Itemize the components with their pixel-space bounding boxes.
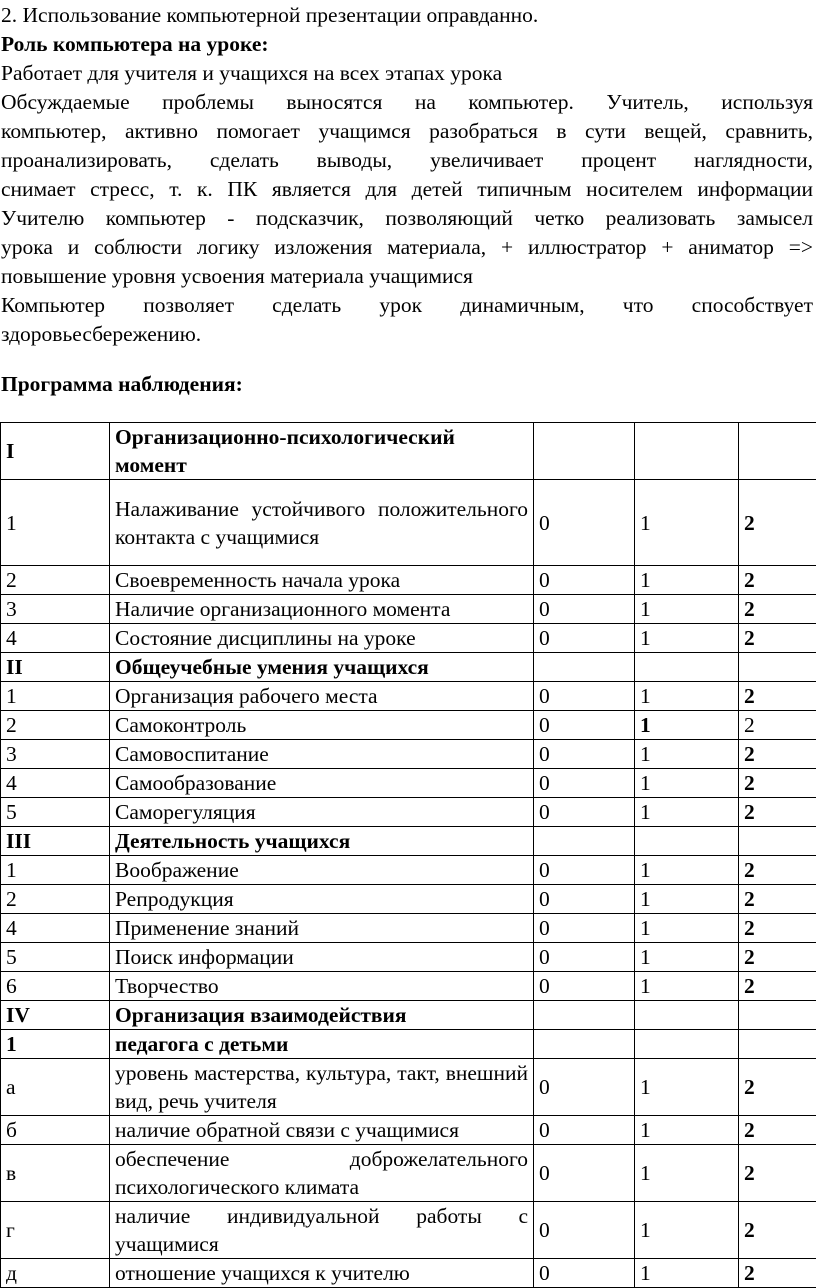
score-0-cell: 0: [534, 1259, 635, 1288]
point-2-line: 2. Использование компьютерной презентации оправданно.: [1, 3, 539, 27]
score-1-cell: 1: [635, 595, 739, 624]
score-0-cell: 0: [534, 769, 635, 798]
score-0-cell: 0: [534, 798, 635, 827]
table-section-row: [1, 1001, 816, 1030]
table-row: [1, 682, 816, 711]
score-1-cell: 1: [635, 566, 739, 595]
table-row: [1, 885, 816, 914]
score-0-cell: 0: [534, 624, 635, 653]
score-2-cell: 2: [739, 972, 816, 1001]
criterion-cell: Поиск информации: [110, 943, 534, 972]
table-row: [1, 856, 816, 885]
row-number-cell: 5: [1, 798, 110, 827]
score-1-cell: 1: [635, 769, 739, 798]
score-2-cell: 2: [739, 798, 816, 827]
score-2-cell: 2: [739, 595, 816, 624]
paragraph-2-line-2: компьютер, активно помогает учащимся разобраться в сути вещей, сравнить,: [1, 119, 813, 143]
table-section-row: [1, 827, 816, 856]
table-row: [1, 798, 816, 827]
score-2-cell: 2: [739, 740, 816, 769]
table-row: [1, 1059, 816, 1116]
table-row: [1, 566, 816, 595]
row-number-cell: г: [1, 1202, 110, 1259]
table-row: [1, 1202, 816, 1259]
row-number-cell: III: [1, 827, 110, 856]
score-0-cell: [534, 827, 635, 856]
score-1-cell: 1: [635, 914, 739, 943]
criterion-cell: Саморегуляция: [110, 798, 534, 827]
score-2-cell: 2: [739, 566, 816, 595]
score-1-cell: [635, 1001, 739, 1030]
table-row: [1, 1259, 816, 1288]
score-1-cell: 1: [635, 711, 739, 740]
score-1-cell: 1: [635, 885, 739, 914]
score-1-cell: 1: [635, 1202, 739, 1259]
paragraph-4-line-1: Компьютер позволяет сделать урок динамичным, что способствует: [1, 293, 813, 317]
score-2-cell: [739, 653, 816, 682]
row-number-cell: 2: [1, 566, 110, 595]
score-0-cell: 0: [534, 682, 635, 711]
criterion-cell: педагога с детьми: [110, 1030, 534, 1059]
table-row: [1, 711, 816, 740]
score-0-cell: 0: [534, 740, 635, 769]
score-0-cell: 0: [534, 480, 635, 566]
score-2-cell: 2: [739, 1145, 816, 1202]
score-0-cell: 0: [534, 1202, 635, 1259]
criterion-cell: Самоконтроль: [110, 711, 534, 740]
score-1-cell: 1: [635, 943, 739, 972]
paragraph-3-line-1: Учителю компьютер - подсказчик, позволяющий четко реализовать замысел: [1, 206, 813, 230]
criterion-cell: Организационно-психологический момент: [110, 423, 534, 480]
score-2-cell: 2: [739, 856, 816, 885]
score-2-cell: 2: [739, 914, 816, 943]
score-2-cell: 2: [739, 682, 816, 711]
score-2-cell: 2: [739, 1059, 816, 1116]
table-row: [1, 1030, 816, 1059]
score-1-cell: [635, 827, 739, 856]
table-row: [1, 972, 816, 1001]
row-number-cell: 5: [1, 943, 110, 972]
row-number-cell: 4: [1, 769, 110, 798]
score-0-cell: [534, 423, 635, 480]
criterion-cell: Деятельность учащихся: [110, 827, 534, 856]
score-2-cell: [739, 1001, 816, 1030]
score-1-cell: 1: [635, 1145, 739, 1202]
row-number-cell: IV: [1, 1001, 110, 1030]
score-0-cell: 0: [534, 566, 635, 595]
paragraph-2-line-3: проанализировать, сделать выводы, увеличивает процент наглядности,: [1, 148, 813, 172]
score-0-cell: 0: [534, 711, 635, 740]
criterion-cell: уровень мастерства, культура, такт, внешний вид, речь учителя: [110, 1059, 534, 1116]
score-2-cell: 2: [739, 480, 816, 566]
score-0-cell: 0: [534, 1059, 635, 1116]
row-number-cell: 1: [1, 682, 110, 711]
score-2-cell: 2: [739, 1116, 816, 1145]
score-2-cell: 2: [739, 711, 816, 740]
criterion-cell: Своевременность начала урока: [110, 566, 534, 595]
criterion-cell: Репродукция: [110, 885, 534, 914]
criterion-cell: наличие обратной связи с учащимися: [110, 1116, 534, 1145]
score-1-cell: 1: [635, 972, 739, 1001]
criterion-cell: Воображение: [110, 856, 534, 885]
row-number-cell: I: [1, 423, 110, 480]
paragraph-2-line-4: снимает стресс, т. к. ПК является для детей типичным носителем информации: [1, 177, 813, 201]
score-0-cell: 0: [534, 914, 635, 943]
score-0-cell: 0: [534, 1145, 635, 1202]
table-row: [1, 1116, 816, 1145]
table-row: [1, 914, 816, 943]
row-number-cell: 1: [1, 1030, 110, 1059]
row-number-cell: 4: [1, 624, 110, 653]
score-2-cell: 2: [739, 885, 816, 914]
paragraph-1: Работает для учителя и учащихся на всех этапах урока: [1, 61, 503, 85]
score-1-cell: [635, 653, 739, 682]
criterion-cell: Общеучебные умения учащихся: [110, 653, 534, 682]
criterion-cell: наличие индивидуальной работы с учащимися: [110, 1202, 534, 1259]
row-number-cell: 2: [1, 711, 110, 740]
score-0-cell: [534, 1001, 635, 1030]
row-number-cell: а: [1, 1059, 110, 1116]
criterion-cell: Применение знаний: [110, 914, 534, 943]
program-heading: Программа наблюдения:: [1, 372, 243, 396]
score-1-cell: 1: [635, 1116, 739, 1145]
score-2-cell: 2: [739, 1202, 816, 1259]
score-1-cell: 1: [635, 480, 739, 566]
score-2-cell: [739, 827, 816, 856]
row-number-cell: II: [1, 653, 110, 682]
score-1-cell: 1: [635, 740, 739, 769]
score-2-cell: 2: [739, 943, 816, 972]
criterion-cell: Состояние дисциплины на уроке: [110, 624, 534, 653]
score-1-cell: 1: [635, 798, 739, 827]
score-0-cell: 0: [534, 595, 635, 624]
table-row: [1, 769, 816, 798]
role-heading: Роль компьютера на уроке:: [1, 32, 269, 56]
row-number-cell: б: [1, 1116, 110, 1145]
score-0-cell: 0: [534, 943, 635, 972]
score-0-cell: 0: [534, 972, 635, 1001]
criterion-cell: Самообразование: [110, 769, 534, 798]
table-row: [1, 480, 816, 566]
table-row: [1, 740, 816, 769]
criterion-cell: отношение учащихся к учителю: [110, 1259, 534, 1288]
criterion-cell: Самовоспитание: [110, 740, 534, 769]
criterion-cell: Творчество: [110, 972, 534, 1001]
row-number-cell: 6: [1, 972, 110, 1001]
score-1-cell: 1: [635, 1259, 739, 1288]
score-2-cell: 2: [739, 624, 816, 653]
criterion-cell: Организация рабочего места: [110, 682, 534, 711]
score-1-cell: [635, 423, 739, 480]
paragraph-4-line-2: здоровьесбережению.: [1, 322, 202, 346]
score-0-cell: [534, 653, 635, 682]
score-2-cell: 2: [739, 1259, 816, 1288]
score-2-cell: 2: [739, 769, 816, 798]
table-row: [1, 595, 816, 624]
row-number-cell: 1: [1, 856, 110, 885]
table-row: [1, 1145, 816, 1202]
paragraph-2-line-1: Обсуждаемые проблемы выносятся на компьютер. Учитель, используя: [1, 90, 813, 114]
paragraph-3-line-3: повышение уровня усвоения материала учащимися: [1, 264, 473, 288]
criterion-cell: Организация взаимодействия: [110, 1001, 534, 1030]
criterion-cell: Наличие организационного момента: [110, 595, 534, 624]
row-number-cell: в: [1, 1145, 110, 1202]
table-section-row: [1, 653, 816, 682]
row-number-cell: 3: [1, 595, 110, 624]
score-0-cell: [534, 1030, 635, 1059]
row-number-cell: 3: [1, 740, 110, 769]
score-2-cell: [739, 423, 816, 480]
row-number-cell: 1: [1, 480, 110, 566]
table-row: [1, 943, 816, 972]
score-0-cell: 0: [534, 856, 635, 885]
score-0-cell: 0: [534, 885, 635, 914]
row-number-cell: д: [1, 1259, 110, 1288]
table-row: [1, 624, 816, 653]
row-number-cell: 4: [1, 914, 110, 943]
row-number-cell: 2: [1, 885, 110, 914]
paragraph-3-line-2: урока и соблюсти логику изложения материала, + иллюстратор + аниматор =>: [1, 235, 813, 259]
criterion-cell: Налаживание устойчивого положительного контакта с учащимися: [110, 480, 534, 566]
score-0-cell: 0: [534, 1116, 635, 1145]
score-1-cell: 1: [635, 682, 739, 711]
score-1-cell: [635, 1030, 739, 1059]
score-2-cell: [739, 1030, 816, 1059]
score-1-cell: 1: [635, 624, 739, 653]
criterion-cell: обеспечение доброжелательного психологического климата: [110, 1145, 534, 1202]
table-section-row: [1, 423, 816, 480]
observation-table: [0, 422, 816, 1288]
score-1-cell: 1: [635, 1059, 739, 1116]
score-1-cell: 1: [635, 856, 739, 885]
